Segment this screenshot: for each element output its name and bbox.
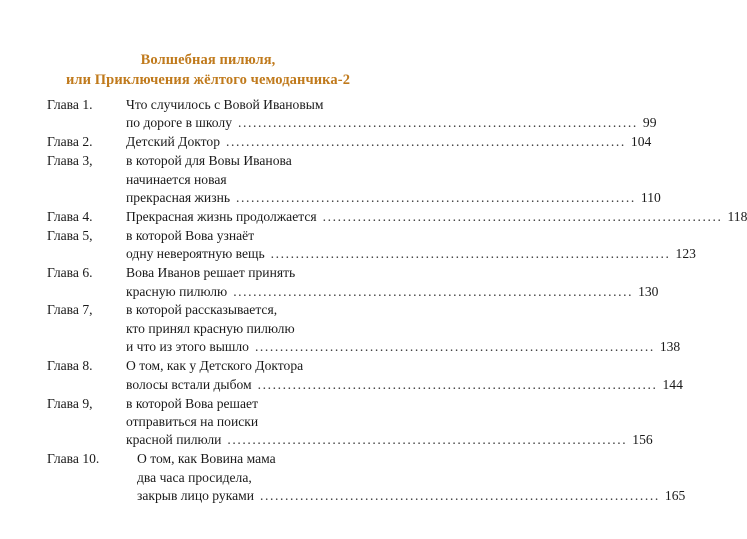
- chapter-title-line: в которой для Вовы Иванова: [126, 153, 292, 169]
- chapter-title-line: в которой Вова узнаёт: [126, 227, 255, 243]
- dot-leader: ................................................................................: [238, 115, 638, 131]
- chapter-title-line: одну невероятную вещь: [126, 246, 265, 262]
- chapter-label: Глава 3,: [47, 153, 93, 169]
- chapter-title-last-line: [126, 283, 659, 301]
- chapter-title-line: красную пилюлю: [126, 283, 228, 299]
- chapter-title-last-line: [137, 487, 686, 505]
- chapter-title-line: волосы встали дыбом: [126, 376, 252, 392]
- dot-leader: ................................................................................: [260, 488, 660, 504]
- chapter-title-line: два часа просидела,: [137, 469, 252, 485]
- chapter-title: [126, 133, 652, 151]
- chapter-title-line: отправиться на поиски: [126, 413, 259, 429]
- chapter-label: Глава 2.: [47, 134, 93, 150]
- dot-leader: ................................................................................: [322, 208, 723, 224]
- chapter-title-last-line: [126, 338, 681, 356]
- page-number: 99: [642, 115, 657, 131]
- dot-leader: ................................................................................: [233, 283, 634, 299]
- page-number: 130: [638, 283, 659, 299]
- dot-leader: ................................................................................: [270, 246, 671, 262]
- chapter-label: Глава 8.: [47, 358, 93, 374]
- table-of-contents: [47, 96, 747, 505]
- chapter-title-last-line: [126, 431, 653, 449]
- chapter-title: [126, 227, 696, 264]
- chapter-title: [126, 450, 686, 505]
- chapter-title-line: прекрасная жизнь: [126, 190, 231, 206]
- chapter-label: Глава 7,: [47, 302, 93, 318]
- chapter-title: [126, 395, 653, 450]
- chapter-title-last-line: [126, 189, 661, 207]
- chapter-label: Глава 6.: [47, 265, 93, 281]
- chapter-title-line: Вова Иванов решает принять: [126, 265, 296, 281]
- chapter-title-last-line: [126, 114, 657, 132]
- dot-leader: ................................................................................: [227, 432, 628, 448]
- chapter-label: Глава 1.: [47, 97, 93, 112]
- chapter-title-line: кто принял красную пилюлю: [126, 320, 295, 336]
- chapter-title-line: закрыв лицо руками: [137, 488, 255, 504]
- chapter-title: [126, 152, 661, 207]
- chapter-title-last-line: [126, 208, 747, 226]
- chapter-title-last-line: [126, 376, 683, 394]
- toc-entry: [47, 301, 681, 356]
- chapter-title: [126, 357, 683, 394]
- toc-heading: [0, 50, 416, 90]
- chapter-title-line: красной пилюли: [126, 432, 222, 448]
- chapter-title: [126, 96, 657, 133]
- chapter-title-last-line: [126, 133, 652, 151]
- chapter-title-line: Детский Доктор: [126, 134, 221, 150]
- dot-leader: ................................................................................: [236, 190, 636, 206]
- chapter-title-line: в которой рассказывается,: [126, 302, 278, 318]
- page-number: 165: [664, 488, 686, 504]
- toc-entry: [47, 357, 683, 394]
- dot-leader: ................................................................................: [257, 376, 658, 392]
- page-number: 123: [675, 246, 696, 262]
- page-number: 138: [659, 339, 681, 355]
- page-number: 110: [640, 190, 661, 206]
- page-number: 118: [727, 208, 747, 224]
- chapter-title: [126, 264, 659, 301]
- chapter-label: Глава 10.: [47, 451, 100, 467]
- toc-entry: [47, 264, 659, 301]
- toc-entry: [47, 395, 653, 450]
- toc-entry: [47, 227, 696, 264]
- dot-leader: ................................................................................: [226, 134, 626, 150]
- chapter-title-line: и что из этого вышло: [126, 339, 249, 355]
- chapter-title-line: в которой Вова решает: [126, 395, 259, 411]
- toc-heading-line-1: Волшебная пилюля,: [140, 52, 276, 68]
- chapter-title-line: по дороге в школу: [126, 115, 233, 131]
- toc-heading-line-2: или Приключения жёлтого чемоданчика-2: [65, 72, 351, 88]
- toc-entry: [47, 133, 652, 151]
- toc-entry: [47, 96, 657, 133]
- chapter-title: [126, 208, 747, 226]
- chapter-title-line: начинается новая: [126, 171, 227, 187]
- chapter-title-line: О том, как у Детского Доктора: [126, 358, 304, 374]
- chapter-title-line: Что случилось с Вовой Ивановым: [126, 97, 324, 112]
- chapter-label: Глава 9,: [47, 395, 93, 411]
- chapter-title: [126, 301, 681, 356]
- chapter-label: Глава 5,: [47, 227, 93, 243]
- dot-leader: ................................................................................: [254, 339, 655, 355]
- page-number: 156: [632, 432, 653, 448]
- page-number: 104: [630, 134, 652, 150]
- toc-entry: [47, 450, 686, 505]
- chapter-label: Глава 4.: [47, 208, 93, 224]
- chapter-title-last-line: [126, 245, 696, 263]
- toc-entry: [47, 152, 661, 207]
- page-number: 144: [662, 376, 683, 392]
- chapter-title-line: О том, как Вовина мама: [137, 451, 276, 467]
- toc-entry: [47, 208, 747, 226]
- chapter-title-line: Прекрасная жизнь продолжается: [126, 208, 317, 224]
